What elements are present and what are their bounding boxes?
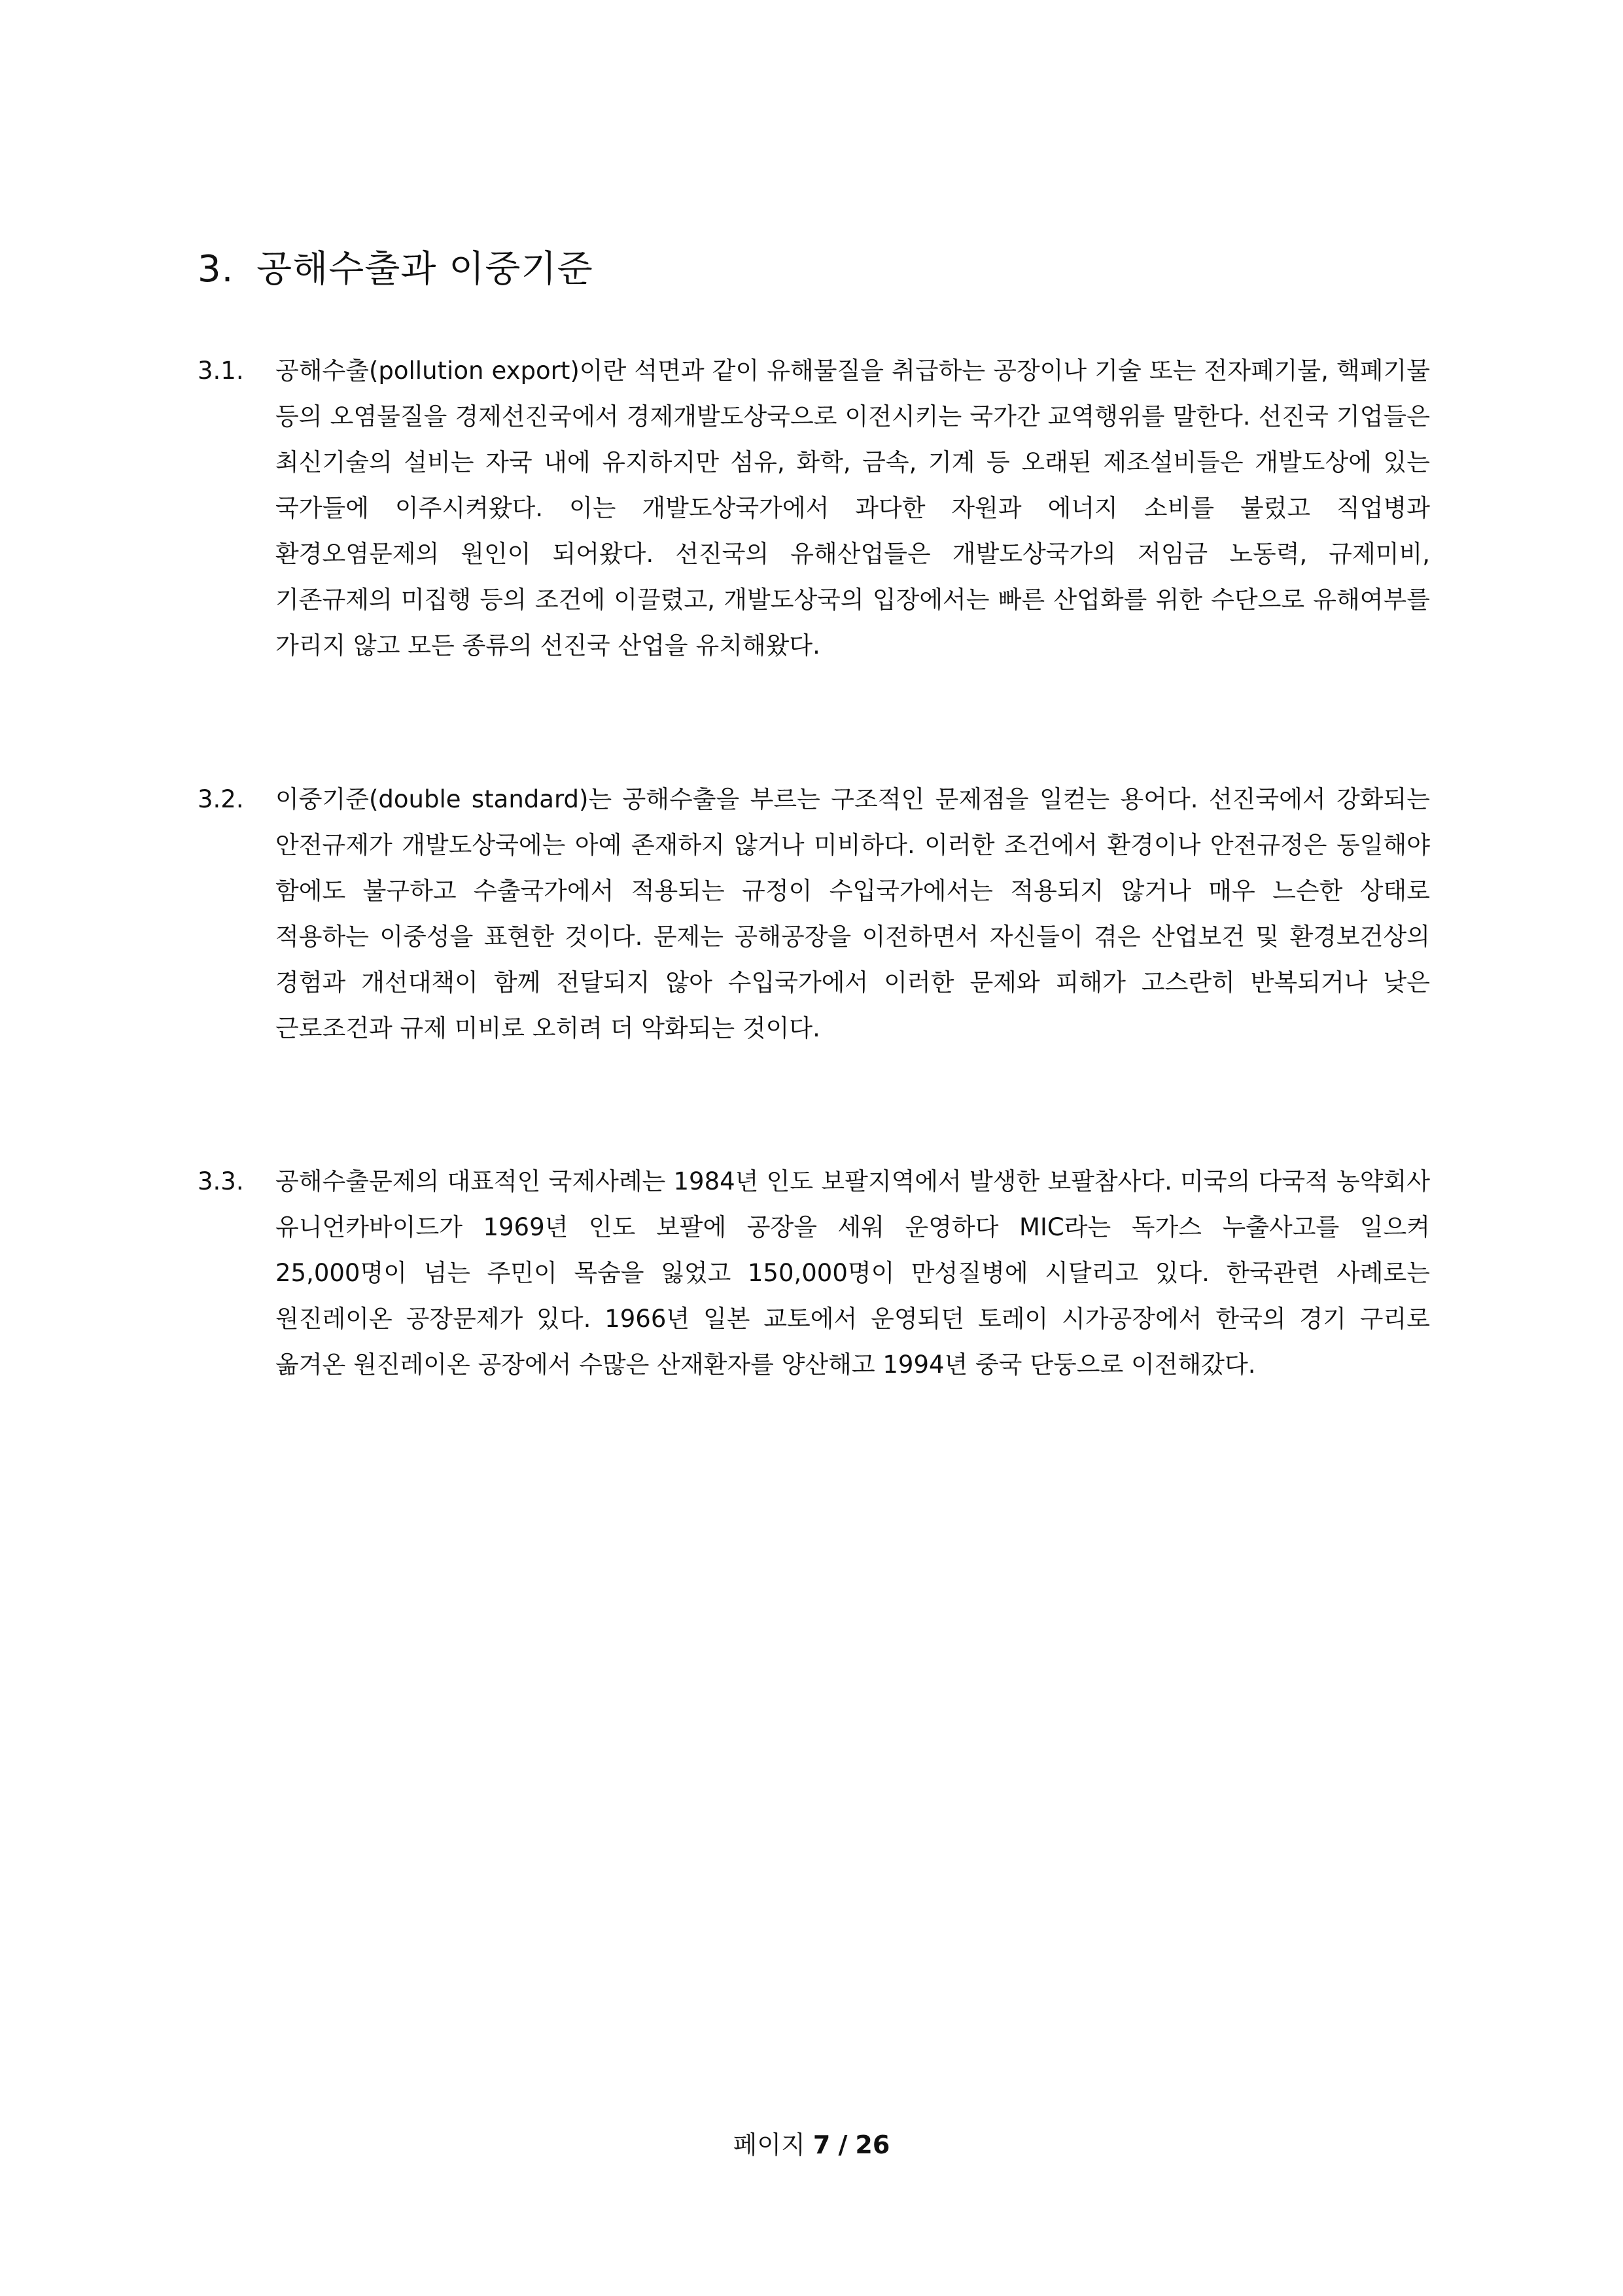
paragraph-number: 3.2. [198, 785, 244, 813]
section-number: 3. [198, 248, 234, 291]
section-heading [198, 243, 593, 296]
paragraph-3-3 [198, 1159, 1430, 1388]
section-title: 공해수출과 이중기준 [256, 248, 593, 291]
page-label: 페이지 [733, 2130, 805, 2159]
paragraph-text: 공해수출문제의 대표적인 국제사례는 1984년 인도 보팔지역에서 발생한 보팔참사다. 미국의 다국적 농약회사 유니언카바이드가 1969년 인도 보팔에 공장을 세워 운영하다 MIC라는 독가스 누출사고를 일으켜 25,000명이 넘는 주민이 목숨을 잃었고 150,000명이 만성질병에 시달리고 있다. 한국관련 사례로는 원진레이온 공장문제가 있다. 1966년 일본 교토에서 운영되던 토레이 시가공장에서 한국의 경기 구리로 옮겨온 원진레이온 공장에서 수많은 산재환자를 양산해고 1994년 중국 단둥으로 이전해갔다. [275, 1167, 1430, 1379]
page-separator: / [838, 2130, 848, 2159]
paragraph-3-2 [198, 777, 1430, 1051]
paragraph-text: 이중기준(double standard)는 공해수출을 부르는 구조적인 문제점을 일컫는 용어다. 선진국에서 강화되는 안전규제가 개발도상국에는 아예 존재하지 않거나 미비하다. 이러한 조건에서 환경이나 안전규정은 동일해야 함에도 불구하고 수출국가에서 적용되는 규정이 수입국가에서는 적용되지 않거나 매우 느슨한 상태로 적용하는 이중성을 표현한 것이다. 문제는 공해공장을 이전하면서 자신들이 겪은 산업보건 및 환경보건상의 경험과 개선대책이 함께 전달되지 않아 수입국가에서 이러한 문제와 피해가 고스란히 반복되거나 낮은 근로조건과 규제 미비로 오히려 더 악화되는 것이다. [275, 785, 1430, 1042]
paragraph-3-1 [198, 348, 1430, 669]
current-page-number: 7 [812, 2130, 831, 2159]
total-page-count: 26 [855, 2130, 890, 2159]
page-footer [0, 2127, 1623, 2163]
paragraph-text: 공해수출(pollution export)이란 석면과 같이 유해물질을 취급하는 공장이나 기술 또는 전자폐기물, 핵폐기물 등의 오염물질을 경제선진국에서 경제개발도상국으로 이전시키는 국가간 교역행위를 말한다. 선진국 기업들은 최신기술의 설비는 자국 내에 유지하지만 섬유, 화학, 금속, 기계 등 오래된 제조설비들은 개발도상에 있는 국가들에 이주시켜왔다. 이는 개발도상국가에서 과다한 자원과 에너지 소비를 불렀고 직업병과 환경오염문제의 원인이 되어왔다. 선진국의 유해산업들은 개발도상국가의 저임금 노동력, 규제미비, 기존규제의 미집행 등의 조건에 이끌렸고, 개발도상국의 입장에서는 빠른 산업화를 위한 수단으로 유해여부를 가리지 않고 모든 종류의 선진국 산업을 유치해왔다. [275, 357, 1430, 660]
paragraph-number: 3.1. [198, 357, 244, 385]
paragraph-number: 3.3. [198, 1167, 244, 1195]
